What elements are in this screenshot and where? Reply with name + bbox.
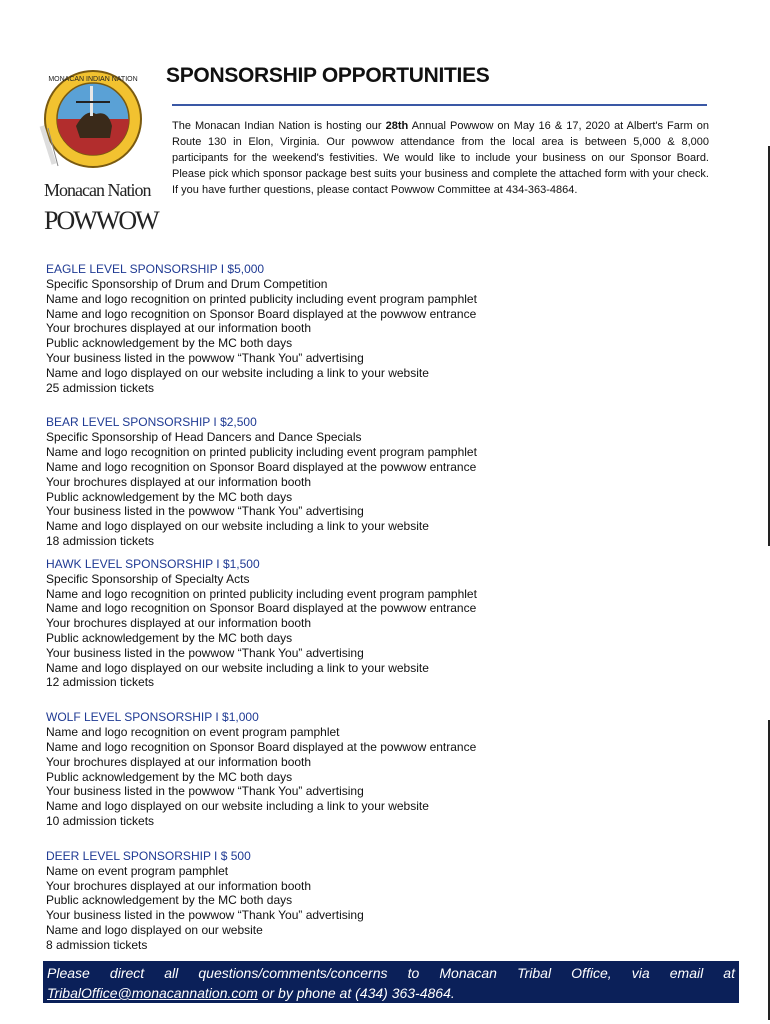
contact-line: Please direct all questions/comments/concerns to Monacan Tribal Office, via email at	[47, 965, 735, 981]
list-item: Name and logo recognition on printed publicity including event program pamphlet	[46, 586, 477, 601]
list-item: 12 admission tickets	[46, 675, 155, 690]
list-item: 18 admission tickets	[46, 533, 155, 548]
list-item: Name and logo recognition on Sponsor Board displayed at the powwow entrance	[46, 601, 477, 616]
section-heading: BEAR LEVEL SPONSORSHIP I $2,500	[46, 415, 257, 430]
list-item: Name and logo recognition on Sponsor Board displayed at the powwow entrance	[46, 306, 477, 321]
list-item: Specific Sponsorship of Specialty Acts	[46, 571, 250, 586]
contact-line-2	[47, 983, 735, 1003]
section-eagle	[46, 262, 606, 395]
list-item: 8 admission tickets	[46, 937, 148, 952]
list-item: Your business listed in the powwow “Thank You” advertising	[46, 504, 364, 519]
list-item: Public acknowledgement by the MC both days	[46, 489, 293, 504]
list-item: Your business listed in the powwow “Thank You” advertising	[46, 908, 364, 923]
page-title: SPONSORSHIP OPPORTUNITIES	[166, 64, 490, 87]
list-item: Name and logo recognition on printed publicity including event program pamphlet	[46, 291, 477, 306]
list-item: Public acknowledgement by the MC both days	[46, 336, 293, 351]
list-item: Public acknowledgement by the MC both days	[46, 769, 293, 784]
sponsorship-levels	[46, 262, 606, 952]
title-divider	[172, 104, 707, 106]
list-item: Your brochures displayed at our information booth	[46, 878, 312, 893]
list-item: Name and logo displayed on our website including a link to your website	[46, 365, 429, 380]
phone-text: or by phone at (434) 363-4864.	[257, 985, 455, 1001]
brand-name: Monacan Nation	[44, 180, 151, 200]
monacan-nation-logo	[36, 64, 146, 174]
intro-text-pre: The Monacan Indian Nation is hosting our	[172, 120, 386, 132]
list-item: Your business listed in the powwow “Thank You” advertising	[46, 645, 364, 660]
section-heading: EAGLE LEVEL SPONSORSHIP I $5,000	[46, 262, 265, 276]
section-hawk	[46, 557, 606, 690]
list-item: 25 admission tickets	[46, 380, 155, 395]
list-item: Name and logo recognition on printed publicity including event program pamphlet	[46, 445, 477, 460]
email-link[interactable]: TribalOffice@monacannation.com	[47, 985, 258, 1001]
contact-banner	[43, 961, 739, 1003]
list-item: Public acknowledgement by the MC both days	[46, 893, 293, 908]
list-item: Specific Sponsorship of Head Dancers and Dance Specials	[46, 430, 362, 445]
list-item: Public acknowledgement by the MC both days	[46, 630, 293, 645]
section-wolf	[46, 710, 606, 829]
list-item: Your brochures displayed at our information booth	[46, 616, 312, 631]
list-item: 10 admission tickets	[46, 813, 155, 828]
list-item: Your business listed in the powwow “Thank You” advertising	[46, 350, 364, 365]
list-item: Specific Sponsorship of Drum and Drum Competition	[46, 277, 328, 291]
list-item: Name and logo displayed on our website	[46, 922, 263, 937]
list-item: Your brochures displayed at our information booth	[46, 321, 312, 336]
intro-text-post: Annual Powwow on May 16 & 17, 2020 at Albert's Farm on Route 130 in Elon, Virginia. Our powwow attendance from the local area is between 5,000 & 8,000 participants for the weekend's festivities. We would like to include your business on our Sponsor Board. Please pick which sponsor package best suits your business and complete the attached form with your check. If you have further questions, please contact Powwow Committee at 434-363-4864.	[172, 120, 710, 196]
section-bear	[46, 415, 606, 548]
list-item: Name and logo recognition on Sponsor Board displayed at the powwow entrance	[46, 739, 477, 754]
section-heading: DEER LEVEL SPONSORSHIP I $ 500	[46, 848, 251, 863]
brand-event: POWWOW	[44, 206, 158, 235]
list-item: Name and logo displayed on our website including a link to your website	[46, 519, 429, 534]
section-heading: HAWK LEVEL SPONSORSHIP I $1,500	[46, 556, 260, 571]
section-deer	[46, 849, 606, 953]
list-item: Your brochures displayed at our information booth	[46, 474, 312, 489]
list-item: Name and logo displayed on our website including a link to your website	[46, 799, 429, 814]
list-item: Name and logo displayed on our website including a link to your website	[46, 660, 429, 675]
intro-edition: 28th	[385, 120, 409, 132]
list-item: Name and logo recognition on event program pamphlet	[46, 725, 340, 740]
svg-text:MONACAN INDIAN NATION: MONACAN INDIAN NATION	[48, 76, 138, 83]
intro-paragraph	[172, 118, 709, 198]
section-heading: WOLF LEVEL SPONSORSHIP I $1,000	[46, 710, 259, 725]
list-item: Your brochures displayed at our information booth	[46, 754, 312, 769]
list-item: Name on event program pamphlet	[46, 863, 229, 878]
list-item: Your business listed in the powwow “Thank You” advertising	[46, 784, 364, 799]
list-item: Name and logo recognition on Sponsor Board displayed at the powwow entrance	[46, 459, 477, 474]
